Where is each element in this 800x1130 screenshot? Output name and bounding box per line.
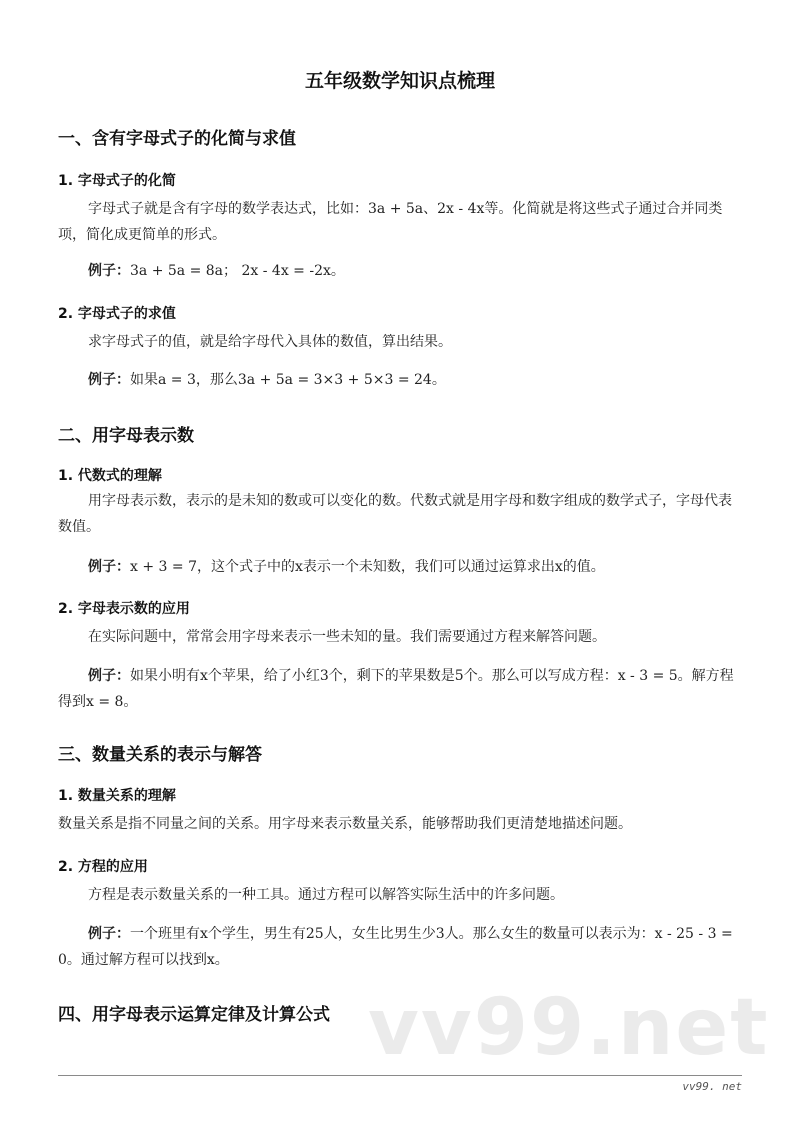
section-heading-2: 二、用字母表示数 [58,426,194,446]
example-label: 例子： [88,559,130,575]
section-heading-3: 三、数量关系的表示与解答 [58,745,262,765]
example-3-2 [58,921,744,973]
paragraph-3-2: 方程是表示数量关系的一种工具。通过方程可以解答实际生活中的许多问题。 [88,887,564,903]
subsection-heading-3-1: 1. 数量关系的理解 [58,788,176,804]
example-label: 例子： [88,263,130,279]
paragraph-2-2: 在实际问题中，常常会用字母来表示一些未知的量。我们需要通过方程来解答问题。 [88,629,606,645]
example-1-2 [58,367,744,393]
example-label: 例子： [88,668,130,684]
example-2-2 [58,663,744,715]
document-title: 五年级数学知识点梳理 [304,70,495,92]
example-2-1 [58,554,744,580]
example-label: 例子： [88,372,130,388]
example-1-1 [58,258,744,284]
section-heading-4: 四、用字母表示运算定律及计算公式 [58,1005,330,1025]
watermark-text: vv99.net [368,983,770,1073]
section-heading-1: 一、含有字母式子的化简与求值 [58,129,296,149]
example-text: 如果小明有x个苹果，给了小红3个，剩下的苹果数是5个。那么可以写成方程：x - 3 = 5。解方程得到x = 8。 [58,668,734,710]
footer-divider [58,1075,742,1076]
example-text: 如果a = 3，那么3a + 5a = 3×3 + 5×3 = 24。 [130,372,446,388]
subsection-heading-2-1: 1. 代数式的理解 [58,468,162,484]
subsection-heading-3-2: 2. 方程的应用 [58,859,148,875]
paragraph-2-1: 用字母表示数，表示的是未知的数或可以变化的数。代数式就是用字母和数字组成的数学式子，字母代表数值。 [58,493,732,535]
footer-site-label: vv99. net [682,1080,742,1093]
paragraph-1-2: 求字母式子的值，就是给字母代入具体的数值，算出结果。 [88,334,452,350]
subsection-heading-1-1: 1. 字母式子的化简 [58,173,176,189]
paragraph-1-1: 字母式子就是含有字母的数学表达式，比如：3a + 5a、2x - 4x等。化简就是将这些式子通过合并同类项，简化成更简单的形式。 [58,201,723,243]
paragraph-3-1: 数量关系是指不同量之间的关系。用字母来表示数量关系，能够帮助我们更清楚地描述问题。 [58,816,632,832]
example-text: x + 3 = 7，这个式子中的x表示一个未知数，我们可以通过运算求出x的值。 [130,559,605,575]
subsection-heading-2-2: 2. 字母表示数的应用 [58,601,190,617]
example-label: 例子： [88,926,130,942]
subsection-heading-1-2: 2. 字母式子的求值 [58,306,176,322]
example-text: 3a + 5a = 8a； 2x - 4x = -2x。 [130,263,345,279]
example-text: 一个班里有x个学生，男生有25人，女生比男生少3人。那么女生的数量可以表示为：x - 25 - 3 = 0。通过解方程可以找到x。 [58,926,733,968]
